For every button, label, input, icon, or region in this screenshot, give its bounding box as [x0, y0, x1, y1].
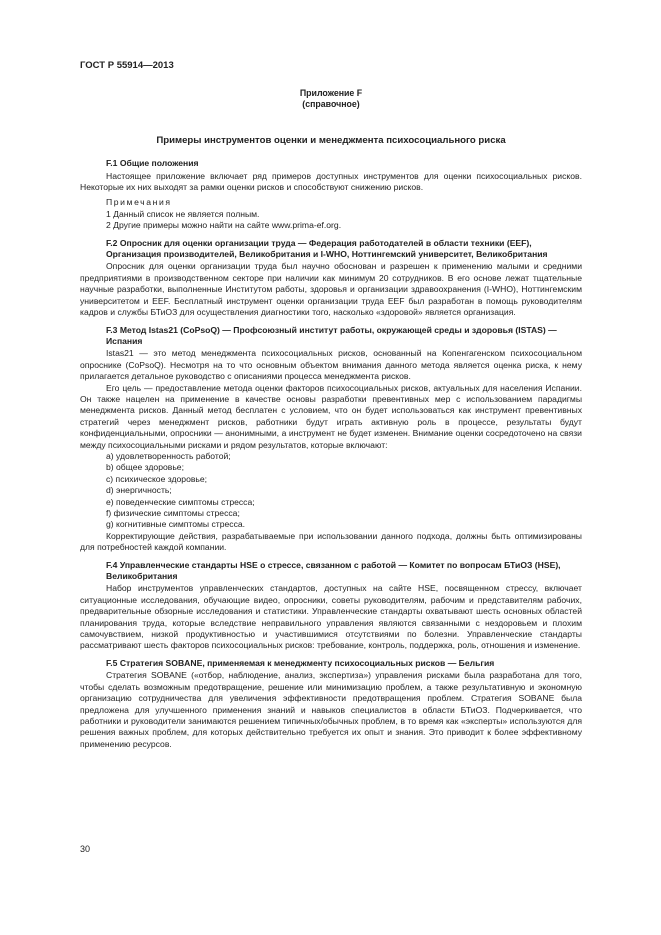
section-f3-paragraph-2: Его цель — предоставление метода оценки факторов психосоциальных рисков, актуальных для населения Испании. Он также нацелен на применение в качестве основы разработки превентивных мер с использованием парадигмы менеджмента рисков. Данный метод бесплатен с условием, что он будет использоваться как инструмент превентивных стратегий через менеджмент рисков, работники будут играть активную роль в процессе, результаты будут конфиденциальными, опросники — анонимными, а инструмент не будет изменен. Внимание оценки сосредоточено на связи между психосоциальными рисками и рядом результатов, которые включают: — [80, 382, 582, 450]
page-number: 30 — [80, 844, 91, 854]
section-f4-heading: F.4 Управленческие стандарты HSE о стрессе, связанном с работой — Комитет по вопросам БТиОЗ (HSE), Великобритания — [106, 559, 561, 582]
appendix-subtitle: (справочное) — [302, 99, 360, 110]
list-item: g) когнитивные симптомы стресса. — [106, 519, 246, 530]
section-f3-paragraph-3: Корректирующие действия, разрабатываемые при использовании данного подхода, должны быть оптимизированы для потребностей каждой компании. — [80, 530, 582, 553]
section-f3-paragraph-1: Istas21 — это метод менеджмента психосоциальных рисков, основанный на Копенгагенском психосоциальном опроснике (CoPsoQ). Несмотря на то что основным объектом внимания данного метода является оценка риска, к нему прилагается детальное руководство с описаниями процесса менеджмента рисков. — [80, 348, 582, 382]
appendix-title: Приложение F — [299, 88, 363, 98]
section-f1-heading: F.1 Общие положения — [106, 158, 199, 169]
section-f3-list — [80, 451, 582, 531]
main-title: Примеры инструментов оценки и менеджмента психосоциального риска — [156, 134, 506, 146]
page-content — [80, 88, 582, 750]
section-f1-paragraph: Настоящее приложение включает ряд примеров доступных инструментов для оценки психосоциальных рисков. Некоторые их них выходят за рамки оценки рисков и способствуют снижению рисков. — [80, 170, 582, 193]
list-item: b) общее здоровье; — [106, 462, 184, 473]
section-f2-paragraph: Опросник для оценки организации труда был научно обоснован и разрешен к применению малыми и средними предприятиями в производственном секторе при наличии как минимум 20 сотрудников. В его основе лежат тщательные научные разработки, выполненные Институтом работы, здоровья и организации здравоохранения (I-WHO), Ноттингемским университетом и EEF. Бесплатный инструмент оценки организации труда EEF был разработан в помощь руководителям кадров и службы БТиОЗ для осуществления диагностики того, насколько «здоровой» является организация. — [80, 261, 582, 318]
notes-title: Примечания — [106, 197, 172, 208]
list-item: f) физические симптомы стресса; — [106, 508, 240, 518]
note-2: 2 Другие примеры можно найти на сайте www.prima-ef.org. — [106, 220, 342, 231]
list-item: e) поведенческие симптомы стресса; — [106, 496, 255, 507]
list-item: a) удовлетворенность работой; — [106, 450, 231, 461]
list-item: c) психическое здоровье; — [106, 473, 208, 484]
list-item: d) энергичность; — [106, 485, 172, 496]
note-1: 1 Данный список не является полным. — [106, 208, 260, 219]
section-f5-paragraph: Стратегия SOBANE («отбор, наблюдение, анализ, экспертиза») управления рисками была разработана для того, чтобы сделать возможным предотвращение, решение или минимизацию проблем, а также результативную и экономную организацию сотрудничества для увеличения эффективности предотвращения проблем. Стратегия SOBANE была предложена для улучшенного применения знаний и навыков специалистов в области БТиОЗ. Подчеркивается, что работники и руководители занимаются решением типичных/обычных проблем, в то время как «эксперты» используются для решения важных проблем, для которых действительно требуется их опыт и знания. Это приводит к более эффективному применению ресурсов. — [80, 670, 582, 749]
section-f5-heading: F.5 Стратегия SOBANE, применяемая к менеджменту психосоциальных рисков — Бельгия — [106, 657, 495, 668]
standard-header: ГОСТ Р 55914—2013 — [80, 60, 174, 71]
section-f3-heading: F.3 Метод Istas21 (CoPsoQ) — Профсоюзный институт работы, окружающей среды и здоровья (ISTAS) — Испания — [106, 324, 557, 346]
section-f2-heading: F.2 Опросник для оценки организации труда — Федерация работодателей в области техники (EEF), Организация производителей, Великобритания и I-WHO, Ноттингемский университет, Великобритания — [106, 237, 548, 260]
notes-block — [106, 197, 582, 231]
section-f4-paragraph: Набор инструментов управленческих стандартов, доступных на сайте HSE, посвященном стрессу, включает ситуационные исследования, обучающие видео, опросники, советы руководителям, рабочим и представителям рабочих, предварительные обзорные исследования и статистики. Управленческие стандарты охватывают шесть основных областей планирования труда, которые вследствие неправильного управления являются связанными с нездоровьем и плохим самочувствием, низкой продуктивностью и участившимися отсутствиями по болезни. Управленческие стандарты рассматривают шесть факторов психосоциальных рисков: требование, контроль, поддержка, роль, отношения и изменение. — [80, 583, 582, 651]
